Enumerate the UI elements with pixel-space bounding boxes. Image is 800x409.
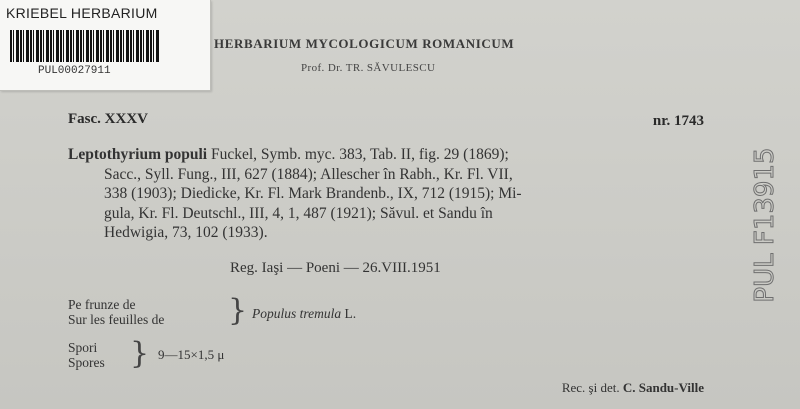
citation-line-1-rest: Fuckel, Symb. myc. 383, Tab. II, fig. 29 (1869); [207,146,509,163]
collection-subtitle: Prof. Dr. TR. SĂVULESCU [301,62,436,74]
barcode-number: PUL00027911 [38,65,111,77]
determination [562,380,704,396]
host-label-fr: Sur les feuilles de [68,312,165,327]
specimen-number: nr. 1743 [652,113,704,129]
taxonomic-citation [68,145,708,243]
spores-size: 9—15×1,5 μ [158,347,225,362]
spores-label-fr: Spores [68,355,105,370]
label-title: KRIEBEL HERBARIUM [6,5,158,21]
barcode-image [10,30,160,62]
spores-label-ro: Spori [68,340,98,355]
determination-prefix: Rec. şi det. [561,380,620,395]
host-species: Populus tremula [252,306,342,321]
citation-line-3: 338 (1903); Diedicke, Kr. Fl. Mark Brandenb., IX, 712 (1915); Mi- [104,185,522,202]
host-label-ro: Pe frunze de [68,297,136,312]
determiner-name: C. Sandu-Ville [622,380,704,395]
spores-labels [68,340,105,370]
species-name: Leptothyrium populi [68,146,208,163]
host-author: L. [344,306,357,321]
citation-line-4: gula, Kr. Fl. Deutschl., III, 4, 1, 487 (1921); Săvul. et Sandu în [104,204,493,222]
handwritten-annotation [736,140,796,310]
handwritten-annotation-text: PUL F13915 [750,147,780,303]
host-name [252,306,356,322]
citation-line-5: Hedwigia, 73, 102 (1933). [104,224,268,241]
host-brace: } [228,293,248,328]
spores-brace: } [130,336,150,371]
citation-line-2: Sacc., Syll. Fung., III, 627 (1884); Allescher în Rabh., Kr. Fl. VII, [104,165,513,183]
locality-date: Reg. Iaşi — Poeni — 26.VIII.1951 [230,260,441,276]
citation-line-1 [68,145,708,165]
fascicle-label: Fasc. XXXV [68,111,148,127]
host-labels [68,297,164,327]
barcode-label [0,0,211,91]
collection-title: HERBARIUM MYCOLOGICUM ROMANICUM [214,36,515,51]
